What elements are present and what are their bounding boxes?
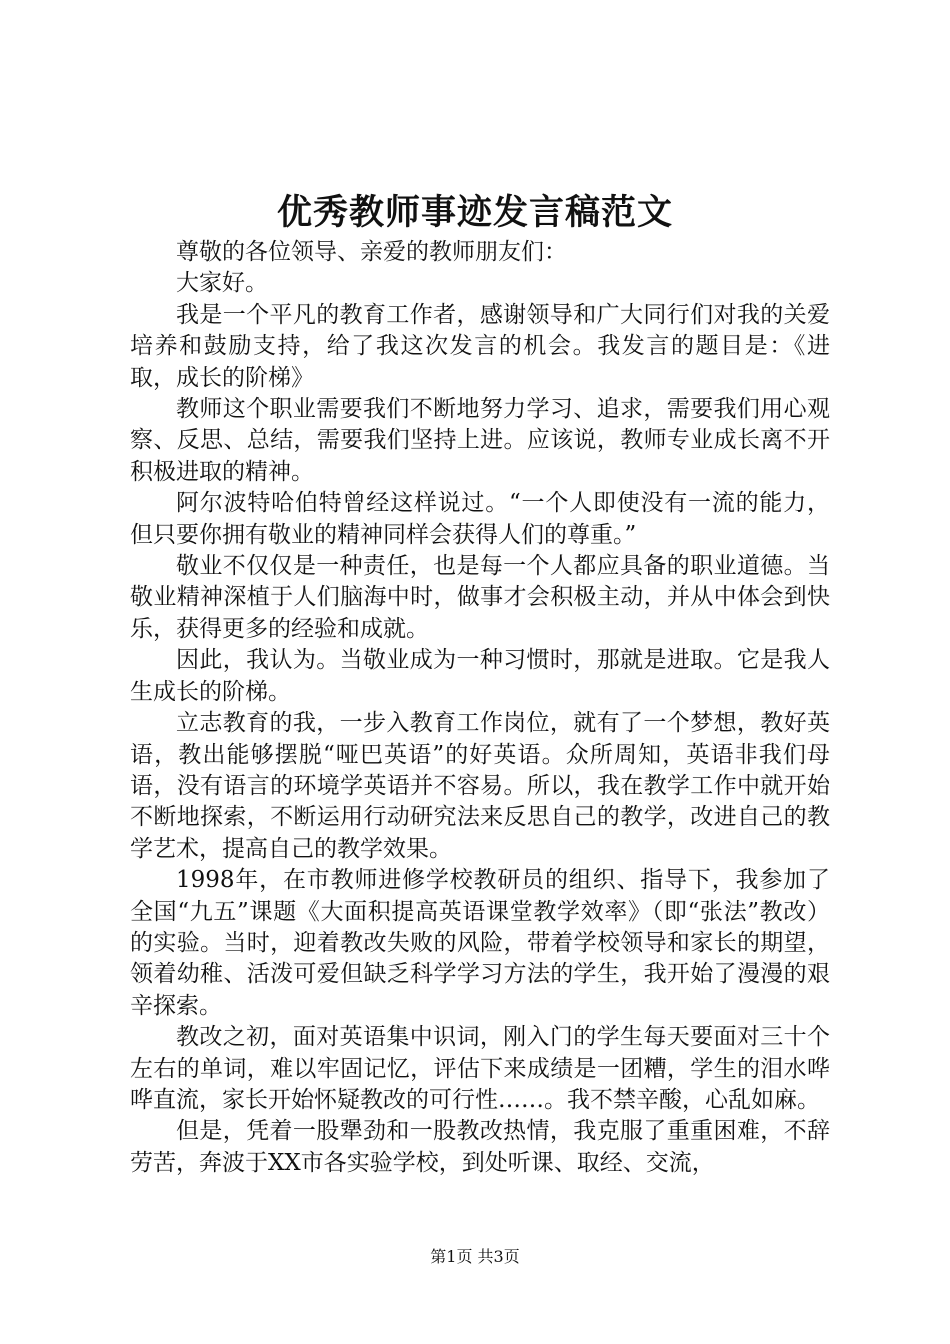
paragraph: 敬业不仅仅是一种责任，也是每一个人都应具备的职业道德。当敬业精神深植于人们脑海中时，做事才会积极主动，并从中体会到快乐，获得更多的经验和成就。: [130, 553, 830, 642]
paragraph: 立志教育的我，一步入教育工作岗位，就有了一个梦想，教好英语，教出能够摆脱“哑巴英语”的好英语。众所周知，英语非我们母语，没有语言的环境学英语并不容易。所以，我在教学工作中就开始不断地探索，不断运用行动研究法来反思自己的教学，改进自己的教学艺术，提高自己的教学效果。: [130, 710, 830, 862]
paragraph: 教师这个职业需要我们不断地努力学习、追求，需要我们用心观察、反思、总结，需要我们坚持上进。应该说，教师专业成长离不开积极进取的精神。: [130, 396, 830, 485]
paragraph: 但是，凭着一股犟劲和一股教改热情，我克服了重重困难，不辞劳苦，奔波于XX市各实验学校，到处听课、取经、交流，: [130, 1118, 830, 1176]
paragraph: 阿尔波特哈伯特曾经这样说过。“一个人即使没有一流的能力，但只要你拥有敬业的精神同样会获得人们的尊重。”: [130, 490, 830, 548]
paragraph-greeting: 大家好。: [176, 270, 268, 297]
paragraph-salutation: 尊敬的各位领导、亲爱的教师朋友们：: [176, 239, 567, 265]
paragraph: 教改之初，面对英语集中识词，刚入门的学生每天要面对三十个左右的单词，难以牢固记忆，评估下来成绩是一团糟，学生的泪水哗哗直流，家长开始怀疑教改的可行性……。我不禁辛酸，心乱如麻。: [130, 1024, 830, 1113]
paragraph: 因此，我认为。当敬业成为一种习惯时，那就是进取。它是我人生成长的阶梯。: [130, 647, 830, 705]
document-body: [130, 237, 830, 1179]
page-title: 优秀教师事迹发言稿范文: [276, 192, 673, 233]
paragraph: 我是一个平凡的教育工作者，感谢领导和广大同行们对我的关爱培养和鼓励支持，给了我这次发言的机会。我发言的题目是：《进取，成长的阶梯》: [130, 301, 830, 391]
page-footer: 第1页 共3页: [430, 1247, 520, 1266]
paragraph: 1998年，在市教师进修学校教研员的组织、指导下，我参加了全国“九五”课题《大面积提高英语课堂教学效率》（即“张法”教改）的实验。当时，迎着教改失败的风险，带着学校领导和家长的期望，领着幼稚、活泼可爱但缺乏科学学习方法的学生，我开始了漫漫的艰辛探索。: [130, 867, 830, 1019]
